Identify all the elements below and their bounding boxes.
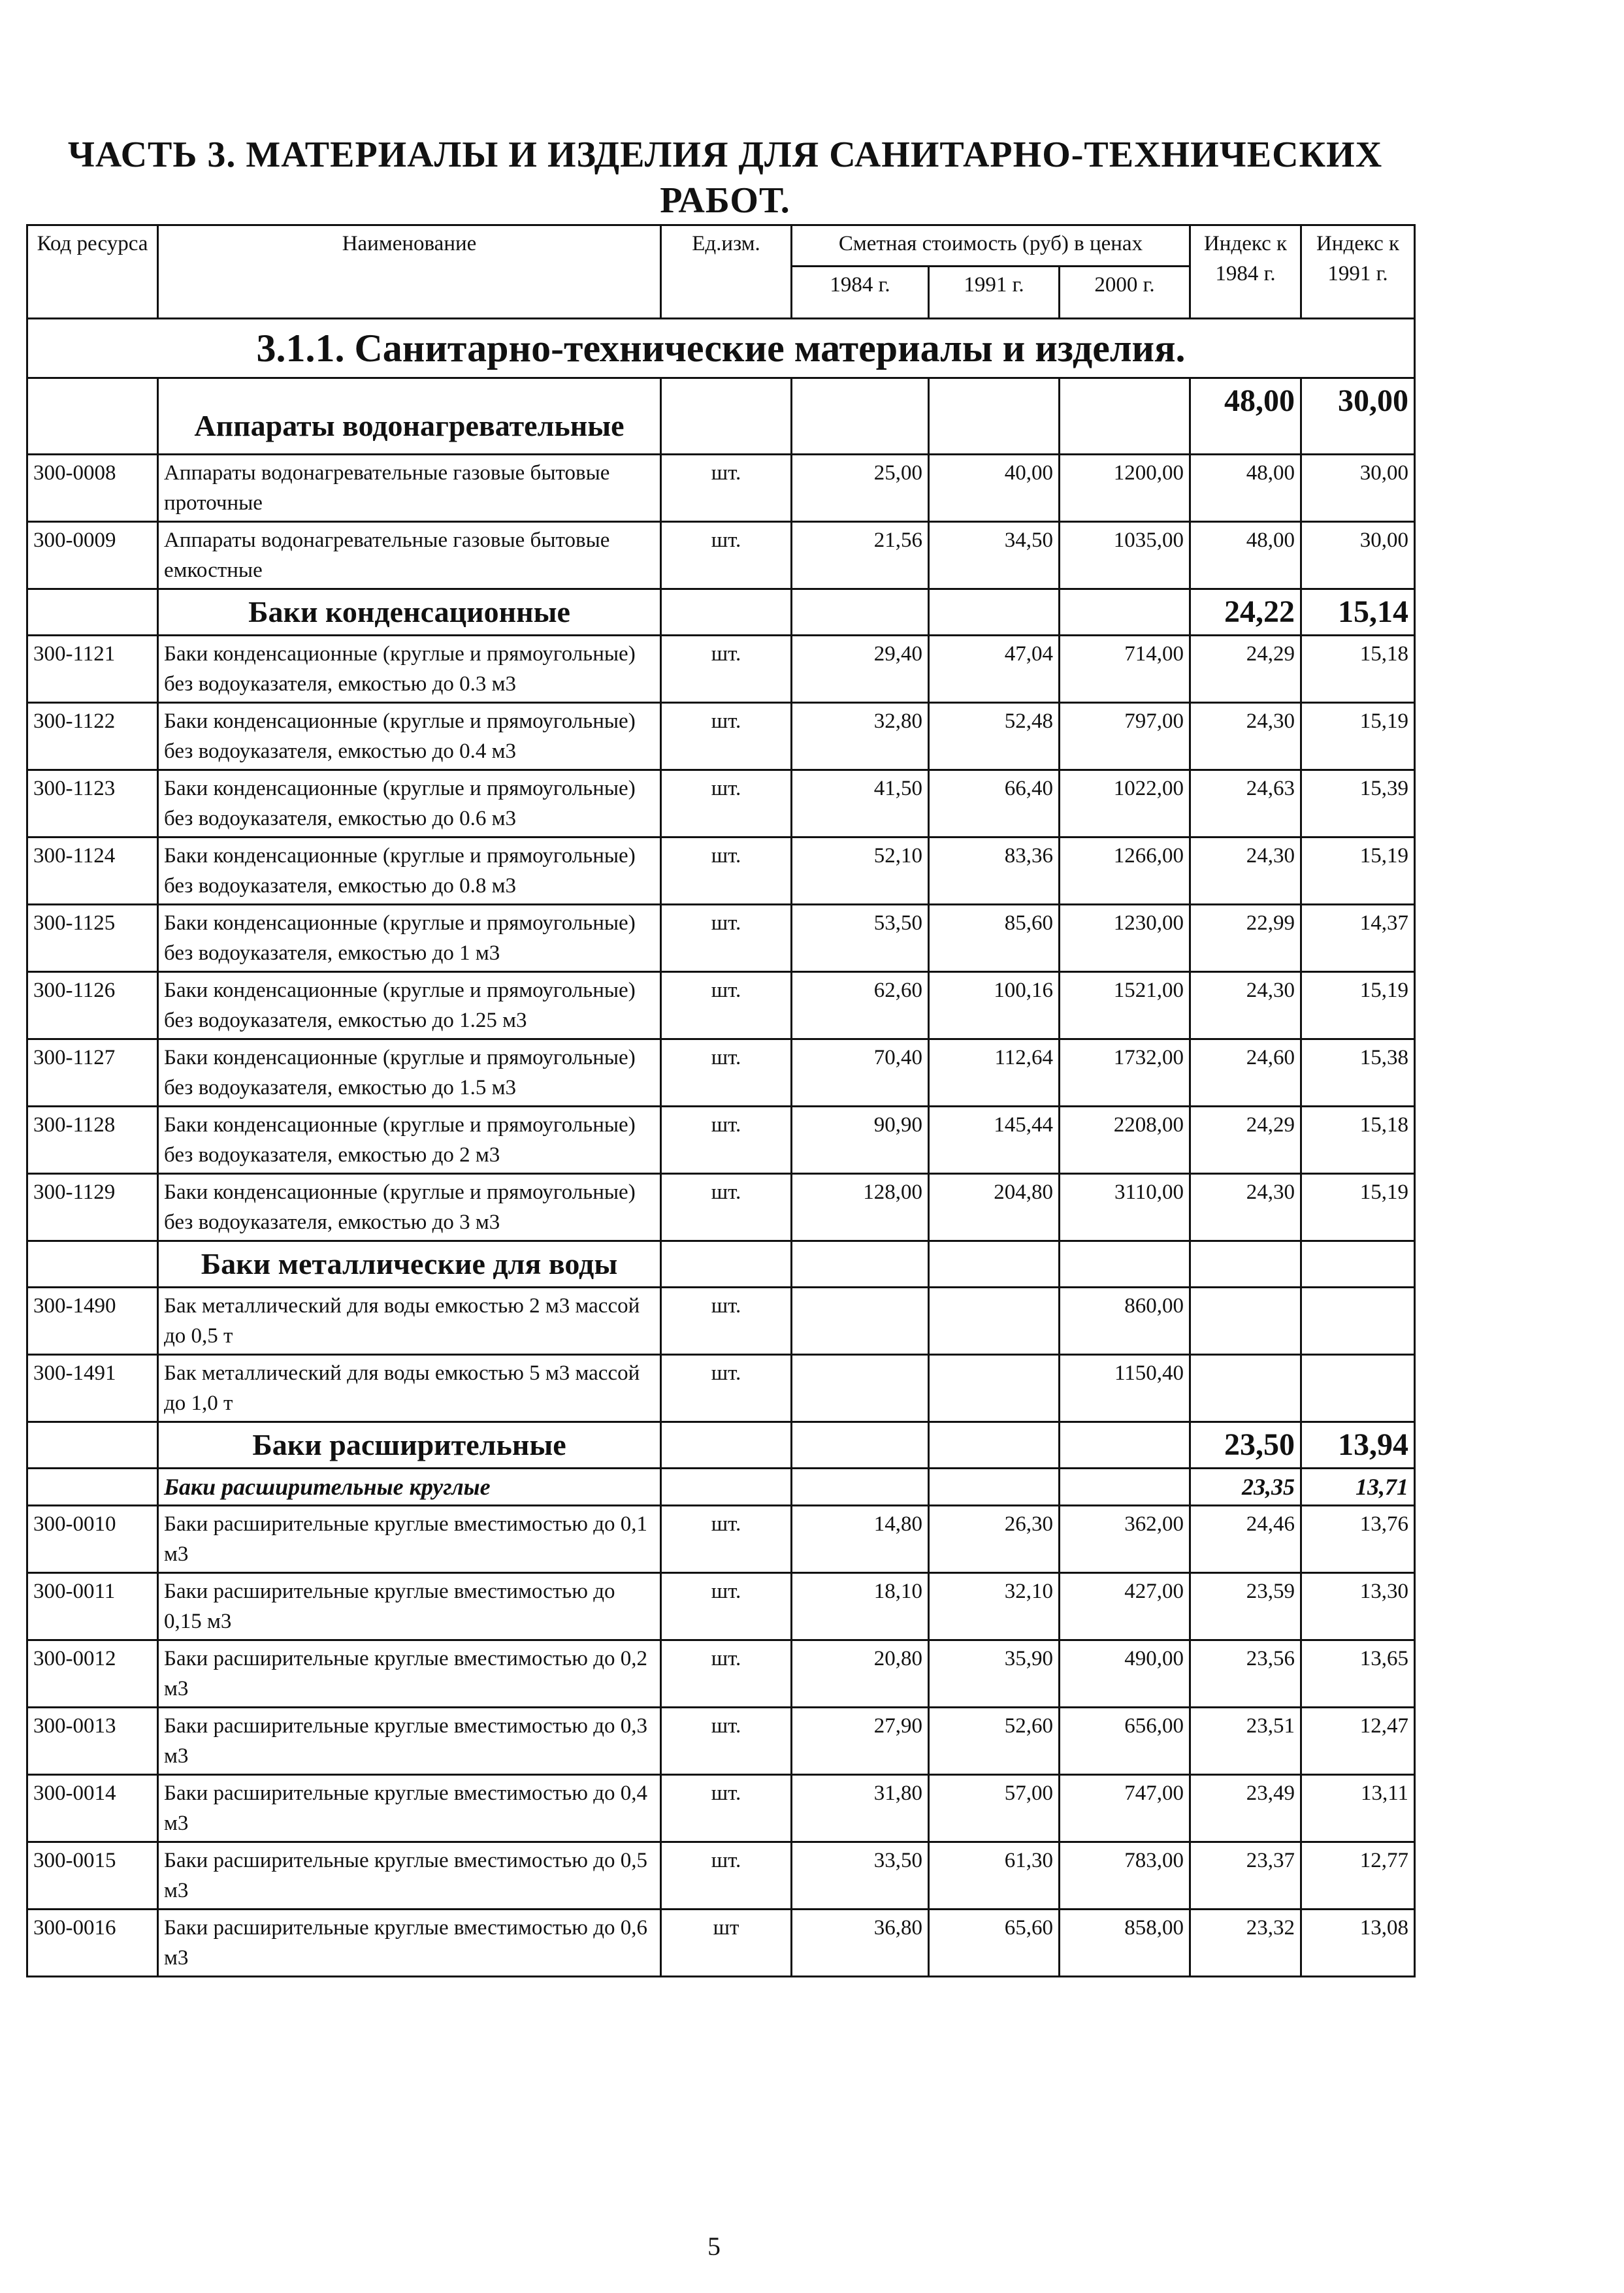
index-1991: 15,19 — [1301, 1174, 1415, 1241]
price-1984: 25,00 — [792, 455, 929, 522]
table-row — [27, 703, 1415, 770]
price-1991: 66,40 — [929, 770, 1060, 838]
resource-code: 300-1127 — [27, 1039, 158, 1107]
price-1984: 53,50 — [792, 905, 929, 972]
index-1984: 24,46 — [1190, 1506, 1301, 1573]
resource-code: 300-1123 — [27, 770, 158, 838]
price-1991: 112,64 — [929, 1039, 1060, 1107]
table-row — [27, 1640, 1415, 1708]
price-1991: 57,00 — [929, 1775, 1060, 1842]
subgroup-code-cell — [27, 1469, 158, 1506]
price-2000: 362,00 — [1060, 1506, 1190, 1573]
table-body — [27, 225, 1415, 1977]
subgroup-price-1991-cell — [929, 1469, 1060, 1506]
price-1984: 14,80 — [792, 1506, 929, 1573]
resource-name: Баки расширительные круглые вместимостью до 0,3 м3 — [158, 1708, 661, 1775]
price-2000: 1521,00 — [1060, 972, 1190, 1039]
price-1984: 31,80 — [792, 1775, 929, 1842]
resource-unit: шт. — [661, 455, 792, 522]
price-1991: 52,60 — [929, 1708, 1060, 1775]
group-unit-cell — [661, 378, 792, 455]
header-cost: Сметная стоимость (руб) в ценах — [792, 225, 1190, 267]
group-name: Баки конденсационные — [158, 589, 661, 636]
index-1991: 15,19 — [1301, 703, 1415, 770]
table-row — [27, 1842, 1415, 1910]
table-row — [27, 1288, 1415, 1355]
price-1984: 52,10 — [792, 838, 929, 905]
header-code: Код ресурса — [27, 225, 158, 319]
resource-name: Баки конденсационные (круглые и прямоугольные) без водоуказателя, емкостью до 1.25 м3 — [158, 972, 661, 1039]
index-1991: 14,37 — [1301, 905, 1415, 972]
index-1984: 23,32 — [1190, 1910, 1301, 1977]
resource-unit: шт. — [661, 1355, 792, 1422]
resource-code: 300-1128 — [27, 1107, 158, 1174]
resource-code: 300-1129 — [27, 1174, 158, 1241]
index-1991: 15,38 — [1301, 1039, 1415, 1107]
price-2000: 747,00 — [1060, 1775, 1190, 1842]
group-index-1984 — [1190, 1241, 1301, 1288]
price-1984 — [792, 1288, 929, 1355]
header-unit: Ед.изм. — [661, 225, 792, 319]
group-price-1991-cell — [929, 589, 1060, 636]
group-price-1991-cell — [929, 1422, 1060, 1469]
resource-unit: шт. — [661, 1506, 792, 1573]
table-row — [27, 1174, 1415, 1241]
resource-unit: шт. — [661, 1039, 792, 1107]
table-row — [27, 1506, 1415, 1573]
index-1991: 15,18 — [1301, 636, 1415, 703]
index-1984: 23,56 — [1190, 1640, 1301, 1708]
group-price-2000-cell — [1060, 589, 1190, 636]
index-1991: 12,47 — [1301, 1708, 1415, 1775]
price-2000: 427,00 — [1060, 1573, 1190, 1640]
resource-unit: шт. — [661, 1107, 792, 1174]
group-row — [27, 589, 1415, 636]
price-2000: 1022,00 — [1060, 770, 1190, 838]
index-1991: 15,39 — [1301, 770, 1415, 838]
resource-code: 300-0011 — [27, 1573, 158, 1640]
index-1991: 13,30 — [1301, 1573, 1415, 1640]
subgroup-price-2000-cell — [1060, 1469, 1190, 1506]
price-1984: 33,50 — [792, 1842, 929, 1910]
price-1991: 100,16 — [929, 972, 1060, 1039]
resource-name: Баки расширительные круглые вместимостью до 0,6 м3 — [158, 1910, 661, 1977]
group-price-2000-cell — [1060, 1422, 1190, 1469]
index-1984: 24,29 — [1190, 1107, 1301, 1174]
index-1984: 23,37 — [1190, 1842, 1301, 1910]
price-1991 — [929, 1355, 1060, 1422]
price-2000: 1200,00 — [1060, 455, 1190, 522]
price-1984: 62,60 — [792, 972, 929, 1039]
resource-code: 300-0013 — [27, 1708, 158, 1775]
group-index-1991: 30,00 — [1301, 378, 1415, 455]
index-1991: 30,00 — [1301, 455, 1415, 522]
index-1984: 24,60 — [1190, 1039, 1301, 1107]
table-row — [27, 1355, 1415, 1422]
resource-unit: шт. — [661, 522, 792, 589]
header-index-1984: Индекс к 1984 г. — [1190, 225, 1301, 319]
resource-unit: шт. — [661, 636, 792, 703]
index-1984: 22,99 — [1190, 905, 1301, 972]
group-index-1991: 13,94 — [1301, 1422, 1415, 1469]
index-1991: 15,19 — [1301, 838, 1415, 905]
resource-name: Бак металлический для воды емкостью 2 м3 массой до 0,5 т — [158, 1288, 661, 1355]
price-1991: 83,36 — [929, 838, 1060, 905]
price-2000: 656,00 — [1060, 1708, 1190, 1775]
price-1984: 27,90 — [792, 1708, 929, 1775]
group-price-1984-cell — [792, 378, 929, 455]
index-1991: 15,19 — [1301, 972, 1415, 1039]
price-1991: 35,90 — [929, 1640, 1060, 1708]
index-1991 — [1301, 1288, 1415, 1355]
resource-unit: шт. — [661, 1573, 792, 1640]
price-1984: 36,80 — [792, 1910, 929, 1977]
page-title-line2: РАБОТ. — [660, 180, 790, 221]
index-1984: 24,30 — [1190, 838, 1301, 905]
price-1991: 34,50 — [929, 522, 1060, 589]
group-price-1984-cell — [792, 1422, 929, 1469]
table-row — [27, 1573, 1415, 1640]
resource-name: Баки расширительные круглые вместимостью до 0,4 м3 — [158, 1775, 661, 1842]
index-1991 — [1301, 1355, 1415, 1422]
price-2000: 2208,00 — [1060, 1107, 1190, 1174]
subgroup-name: Баки расширительные круглые — [158, 1469, 661, 1506]
price-1984: 29,40 — [792, 636, 929, 703]
price-2000: 797,00 — [1060, 703, 1190, 770]
group-price-2000-cell — [1060, 378, 1190, 455]
group-unit-cell — [661, 589, 792, 636]
price-1991: 65,60 — [929, 1910, 1060, 1977]
group-code-cell — [27, 1241, 158, 1288]
group-unit-cell — [661, 1422, 792, 1469]
table-row — [27, 636, 1415, 703]
resource-name: Баки расширительные круглые вместимостью до 0,1 м3 — [158, 1506, 661, 1573]
group-price-1984-cell — [792, 589, 929, 636]
resource-code: 300-0008 — [27, 455, 158, 522]
price-1991: 204,80 — [929, 1174, 1060, 1241]
index-1991: 13,76 — [1301, 1506, 1415, 1573]
index-1984 — [1190, 1355, 1301, 1422]
price-1991: 85,60 — [929, 905, 1060, 972]
price-2000: 860,00 — [1060, 1288, 1190, 1355]
group-code-cell — [27, 589, 158, 636]
header-name: Наименование — [158, 225, 661, 319]
resource-code: 300-1121 — [27, 636, 158, 703]
resource-unit: шт. — [661, 838, 792, 905]
price-1991: 40,00 — [929, 455, 1060, 522]
group-name: Баки расширительные — [158, 1422, 661, 1469]
resource-unit: шт. — [661, 1708, 792, 1775]
resource-unit: шт. — [661, 905, 792, 972]
resource-code: 300-1491 — [27, 1355, 158, 1422]
group-price-1984-cell — [792, 1241, 929, 1288]
group-code-cell — [27, 1422, 158, 1469]
price-2000: 783,00 — [1060, 1842, 1190, 1910]
index-1984: 24,30 — [1190, 972, 1301, 1039]
index-1991: 30,00 — [1301, 522, 1415, 589]
subgroup-row — [27, 1469, 1415, 1506]
group-index-1984: 23,50 — [1190, 1422, 1301, 1469]
index-1984: 24,63 — [1190, 770, 1301, 838]
group-price-2000-cell — [1060, 1241, 1190, 1288]
group-row — [27, 378, 1415, 455]
index-1991: 13,08 — [1301, 1910, 1415, 1977]
resource-code: 300-1124 — [27, 838, 158, 905]
price-1984: 90,90 — [792, 1107, 929, 1174]
page-number: 5 — [707, 2232, 721, 2261]
resource-code: 300-0014 — [27, 1775, 158, 1842]
resource-name: Баки конденсационные (круглые и прямоугольные) без водоуказателя, емкостью до 1 м3 — [158, 905, 661, 972]
price-2000: 3110,00 — [1060, 1174, 1190, 1241]
index-1984: 23,59 — [1190, 1573, 1301, 1640]
table-row — [27, 1107, 1415, 1174]
resource-code: 300-0009 — [27, 522, 158, 589]
resource-name: Баки конденсационные (круглые и прямоугольные) без водоуказателя, емкостью до 0.6 м3 — [158, 770, 661, 838]
resource-name: Аппараты водонагревательные газовые бытовые проточные — [158, 455, 661, 522]
index-1984: 48,00 — [1190, 522, 1301, 589]
resource-name: Баки конденсационные (круглые и прямоугольные) без водоуказателя, емкостью до 1.5 м3 — [158, 1039, 661, 1107]
index-1991: 15,18 — [1301, 1107, 1415, 1174]
index-1984: 23,49 — [1190, 1775, 1301, 1842]
resource-unit: шт. — [661, 972, 792, 1039]
price-2000: 1035,00 — [1060, 522, 1190, 589]
index-1984: 24,30 — [1190, 703, 1301, 770]
subgroup-price-1984-cell — [792, 1469, 929, 1506]
price-1984: 70,40 — [792, 1039, 929, 1107]
resource-unit: шт. — [661, 703, 792, 770]
group-price-1991-cell — [929, 1241, 1060, 1288]
header-index-1991: Индекс к 1991 г. — [1301, 225, 1415, 319]
price-1991 — [929, 1288, 1060, 1355]
subgroup-index-1991: 13,71 — [1301, 1469, 1415, 1506]
price-2000: 1230,00 — [1060, 905, 1190, 972]
table-row — [27, 838, 1415, 905]
resource-name: Баки расширительные круглые вместимостью до 0,15 м3 — [158, 1573, 661, 1640]
price-1984: 128,00 — [792, 1174, 929, 1241]
table-row — [27, 522, 1415, 589]
price-2000: 1150,40 — [1060, 1355, 1190, 1422]
group-row — [27, 1241, 1415, 1288]
index-1984: 23,51 — [1190, 1708, 1301, 1775]
index-1984: 24,30 — [1190, 1174, 1301, 1241]
group-unit-cell — [661, 1241, 792, 1288]
header-year-1991: 1991 г. — [929, 267, 1060, 319]
price-1991: 47,04 — [929, 636, 1060, 703]
header-row — [27, 225, 1415, 267]
group-index-1991: 15,14 — [1301, 589, 1415, 636]
table-row — [27, 1039, 1415, 1107]
price-2000: 1266,00 — [1060, 838, 1190, 905]
resource-unit: шт. — [661, 1174, 792, 1241]
table-row — [27, 1775, 1415, 1842]
resource-code: 300-0016 — [27, 1910, 158, 1977]
index-1984: 24,29 — [1190, 636, 1301, 703]
resource-name: Баки конденсационные (круглые и прямоугольные) без водоуказателя, емкостью до 2 м3 — [158, 1107, 661, 1174]
resource-code: 300-0010 — [27, 1506, 158, 1573]
resource-name: Баки конденсационные (круглые и прямоугольные) без водоуказателя, емкостью до 0.3 м3 — [158, 636, 661, 703]
price-2000: 858,00 — [1060, 1910, 1190, 1977]
price-1984: 41,50 — [792, 770, 929, 838]
header-year-2000: 2000 г. — [1060, 267, 1190, 319]
group-name: Баки металлические для воды — [158, 1241, 661, 1288]
subgroup-index-1984: 23,35 — [1190, 1469, 1301, 1506]
group-code-cell — [27, 378, 158, 455]
index-1991: 13,65 — [1301, 1640, 1415, 1708]
group-index-1984: 24,22 — [1190, 589, 1301, 636]
table-row — [27, 1910, 1415, 1977]
resource-name: Баки расширительные круглые вместимостью до 0,2 м3 — [158, 1640, 661, 1708]
resource-name: Баки конденсационные (круглые и прямоугольные) без водоуказателя, емкостью до 0.4 м3 — [158, 703, 661, 770]
resource-table — [26, 224, 1416, 1977]
resource-code: 300-0015 — [27, 1842, 158, 1910]
price-1984: 21,56 — [792, 522, 929, 589]
resource-name: Баки расширительные круглые вместимостью до 0,5 м3 — [158, 1842, 661, 1910]
section-title-row — [27, 319, 1415, 378]
group-index-1984: 48,00 — [1190, 378, 1301, 455]
price-1984: 32,80 — [792, 703, 929, 770]
price-1991: 26,30 — [929, 1506, 1060, 1573]
resource-unit: шт. — [661, 770, 792, 838]
price-2000: 1732,00 — [1060, 1039, 1190, 1107]
resource-unit: шт. — [661, 1288, 792, 1355]
price-1984: 20,80 — [792, 1640, 929, 1708]
price-1984: 18,10 — [792, 1573, 929, 1640]
resource-unit: шт — [661, 1910, 792, 1977]
price-1991: 61,30 — [929, 1842, 1060, 1910]
price-1984 — [792, 1355, 929, 1422]
table-row — [27, 972, 1415, 1039]
resource-unit: шт. — [661, 1640, 792, 1708]
group-row — [27, 1422, 1415, 1469]
table-row — [27, 455, 1415, 522]
resource-unit: шт. — [661, 1842, 792, 1910]
price-1991: 52,48 — [929, 703, 1060, 770]
price-1991: 32,10 — [929, 1573, 1060, 1640]
resource-code: 300-1126 — [27, 972, 158, 1039]
group-index-1991 — [1301, 1241, 1415, 1288]
table-row — [27, 770, 1415, 838]
section-title: 3.1.1. Санитарно-технические материалы и изделия. — [27, 319, 1415, 378]
subgroup-unit-cell — [661, 1469, 792, 1506]
resource-name: Баки конденсационные (круглые и прямоугольные) без водоуказателя, емкостью до 0.8 м3 — [158, 838, 661, 905]
index-1984 — [1190, 1288, 1301, 1355]
table-row — [27, 1708, 1415, 1775]
index-1991: 13,11 — [1301, 1775, 1415, 1842]
page-title-line1: ЧАСТЬ 3. МАТЕРИАЛЫ И ИЗДЕЛИЯ ДЛЯ САНИТАРНО-ТЕХНИЧЕСКИХ — [67, 135, 1383, 175]
resource-name: Бак металлический для воды емкостью 5 м3 массой до 1,0 т — [158, 1355, 661, 1422]
table-row — [27, 905, 1415, 972]
price-2000: 714,00 — [1060, 636, 1190, 703]
header-year-1984: 1984 г. — [792, 267, 929, 319]
index-1984: 48,00 — [1190, 455, 1301, 522]
resource-code: 300-1125 — [27, 905, 158, 972]
resource-name: Баки конденсационные (круглые и прямоугольные) без водоуказателя, емкостью до 3 м3 — [158, 1174, 661, 1241]
resource-unit: шт. — [661, 1775, 792, 1842]
group-name: Аппараты водонагревательные — [158, 378, 661, 455]
resource-code: 300-0012 — [27, 1640, 158, 1708]
resource-code: 300-1490 — [27, 1288, 158, 1355]
resource-code: 300-1122 — [27, 703, 158, 770]
resource-name: Аппараты водонагревательные газовые бытовые емкостные — [158, 522, 661, 589]
index-1991: 12,77 — [1301, 1842, 1415, 1910]
price-1991: 145,44 — [929, 1107, 1060, 1174]
price-2000: 490,00 — [1060, 1640, 1190, 1708]
group-price-1991-cell — [929, 378, 1060, 455]
